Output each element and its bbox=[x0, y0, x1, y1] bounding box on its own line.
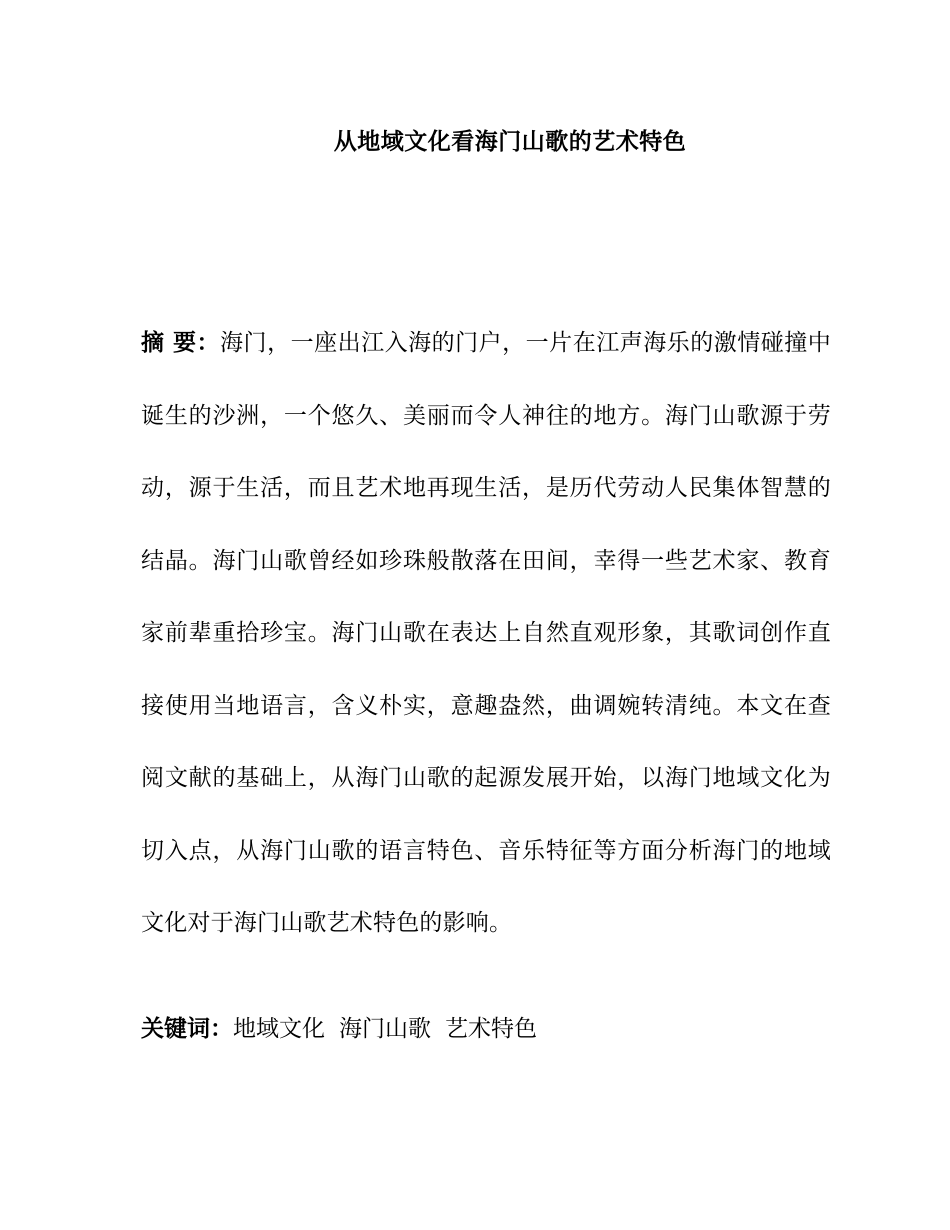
abstract-paragraph bbox=[141, 307, 831, 960]
paper-title: 从地域文化看海门山歌的艺术特色 bbox=[333, 129, 687, 155]
keywords-line bbox=[141, 1012, 831, 1046]
keyword-item: 艺术特色 bbox=[445, 1016, 537, 1042]
keywords-label: 关键词： bbox=[141, 1016, 233, 1042]
keyword-item: 海门山歌 bbox=[339, 1016, 431, 1042]
keyword-item: 地域文化 bbox=[233, 1016, 325, 1042]
abstract-label: 摘 要： bbox=[141, 330, 221, 356]
abstract-text: 海门，一座出江入海的门户，一片在江声海乐的激情碰撞中诞生的沙洲，一个悠久、美丽而令人神往的地方。海门山歌源于劳动，源于生活，而且艺术地再现生活，是历代劳动人民集体智慧的结晶。海门山歌曾经如珍珠般散落在田间，幸得一些艺术家、教育家前辈重拾珍宝。海门山歌在表达上自然直观形象，其歌词创作直接使用当地语言，含义朴实，意趣盎然，曲调婉转清纯。本文在查阅文献的基础上，从海门山歌的起源发展开始，以海门地域文化为切入点，从海门山歌的语言特色、音乐特征等方面分析海门的地域文化对于海门山歌艺术特色的影响。 bbox=[141, 330, 831, 936]
